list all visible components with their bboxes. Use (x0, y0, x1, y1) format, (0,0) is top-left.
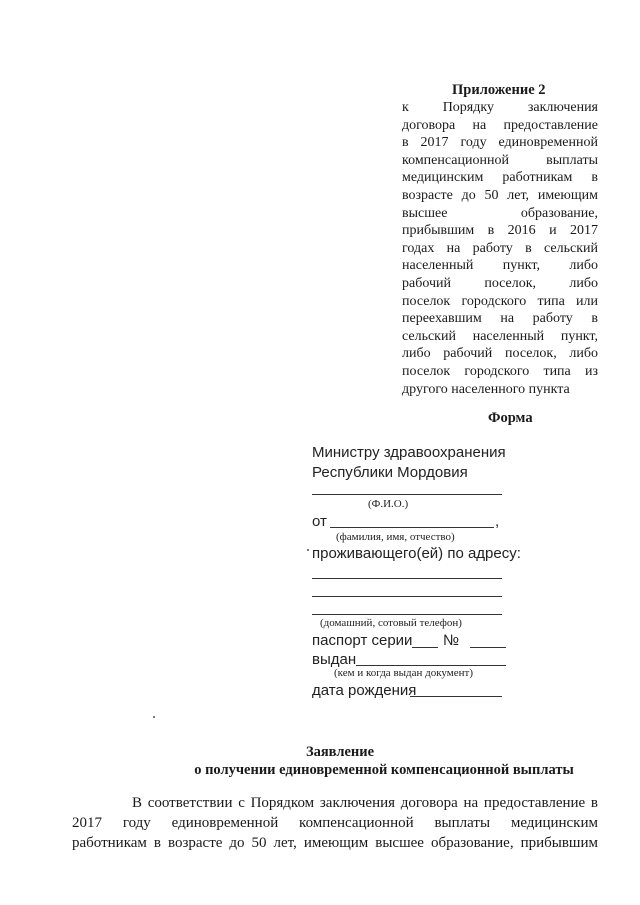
statement-subtitle: о получении единовременной компенсационной выплаты (194, 762, 574, 778)
address-blank-line-1 (312, 578, 502, 579)
address-blank-line-3 (312, 614, 502, 615)
appendix-line: медицинским работникам в (402, 170, 598, 186)
appendix-line: сельский населенный пункт, (402, 328, 598, 344)
passport-number-label: № (443, 632, 460, 649)
statement-body-line: В соответствии с Порядком заключения договора на предоставление в (132, 795, 598, 811)
stray-mark-2 (153, 716, 155, 718)
appendix-line: поселок городского типа или (402, 293, 598, 309)
appendix-line: возрасте до 50 лет, имеющим (402, 187, 598, 203)
passport-series-label: паспорт серии (312, 632, 413, 649)
appendix-title: Приложение 2 (452, 82, 546, 98)
passport-number-blank (470, 647, 506, 648)
appendix-line: в 2017 году единовременной (402, 135, 598, 151)
form-label: Форма (488, 410, 533, 426)
appendix-line: рабочий поселок, либо (402, 275, 598, 291)
issued-hint: (кем и когда выдан документ) (334, 667, 473, 679)
appendix-description (402, 99, 598, 398)
appendix-line: другого населенного пункта (402, 381, 570, 397)
phone-hint: (домашний, сотовый телефон) (320, 617, 462, 629)
appendix-line: переехавшим на работу в (402, 311, 598, 327)
birth-date-label: дата рождения (312, 682, 417, 699)
stray-mark (307, 549, 309, 551)
appendix-line: поселок городского типа из (402, 363, 598, 379)
appendix-line: договора на предоставление (402, 117, 598, 133)
from-comma: , (495, 513, 500, 530)
passport-series-blank (412, 647, 438, 648)
addressee-line-1: Министру здравоохранения (312, 444, 506, 461)
birth-date-blank (410, 696, 502, 697)
appendix-line: либо рабочий поселок, либо (402, 346, 598, 362)
issued-blank-line (356, 665, 506, 666)
appendix-line: высшее образование, (402, 205, 598, 221)
from-label: от (312, 513, 327, 530)
fio-hint: (Ф.И.О.) (368, 498, 409, 510)
statement-body-line: 2017 году единовременной компенсационной выплаты медицинским (72, 815, 598, 831)
appendix-line: к Порядку заключения (402, 100, 598, 115)
appendix-line: компенсационной выплаты (402, 152, 598, 168)
from-blank-line (330, 527, 494, 528)
appendix-line: годах на работу в сельский (402, 240, 598, 256)
issued-label: выдан (312, 651, 357, 668)
address-blank-line-2 (312, 596, 502, 597)
fio-blank-line (312, 494, 502, 495)
name-hint: (фамилия, имя, отчество) (336, 531, 455, 543)
appendix-line: прибывшим в 2016 и 2017 (402, 223, 598, 239)
statement-title: Заявление (305, 744, 375, 760)
residing-label: проживающего(ей) по адресу: (312, 545, 521, 562)
statement-body (72, 793, 598, 853)
addressee-line-2: Республики Мордовия (312, 464, 468, 481)
statement-body-line: работникам в возрасте до 50 лет, имеющим высшее образование, прибывшим (72, 835, 598, 851)
appendix-line: населенный пункт, либо (402, 258, 598, 274)
